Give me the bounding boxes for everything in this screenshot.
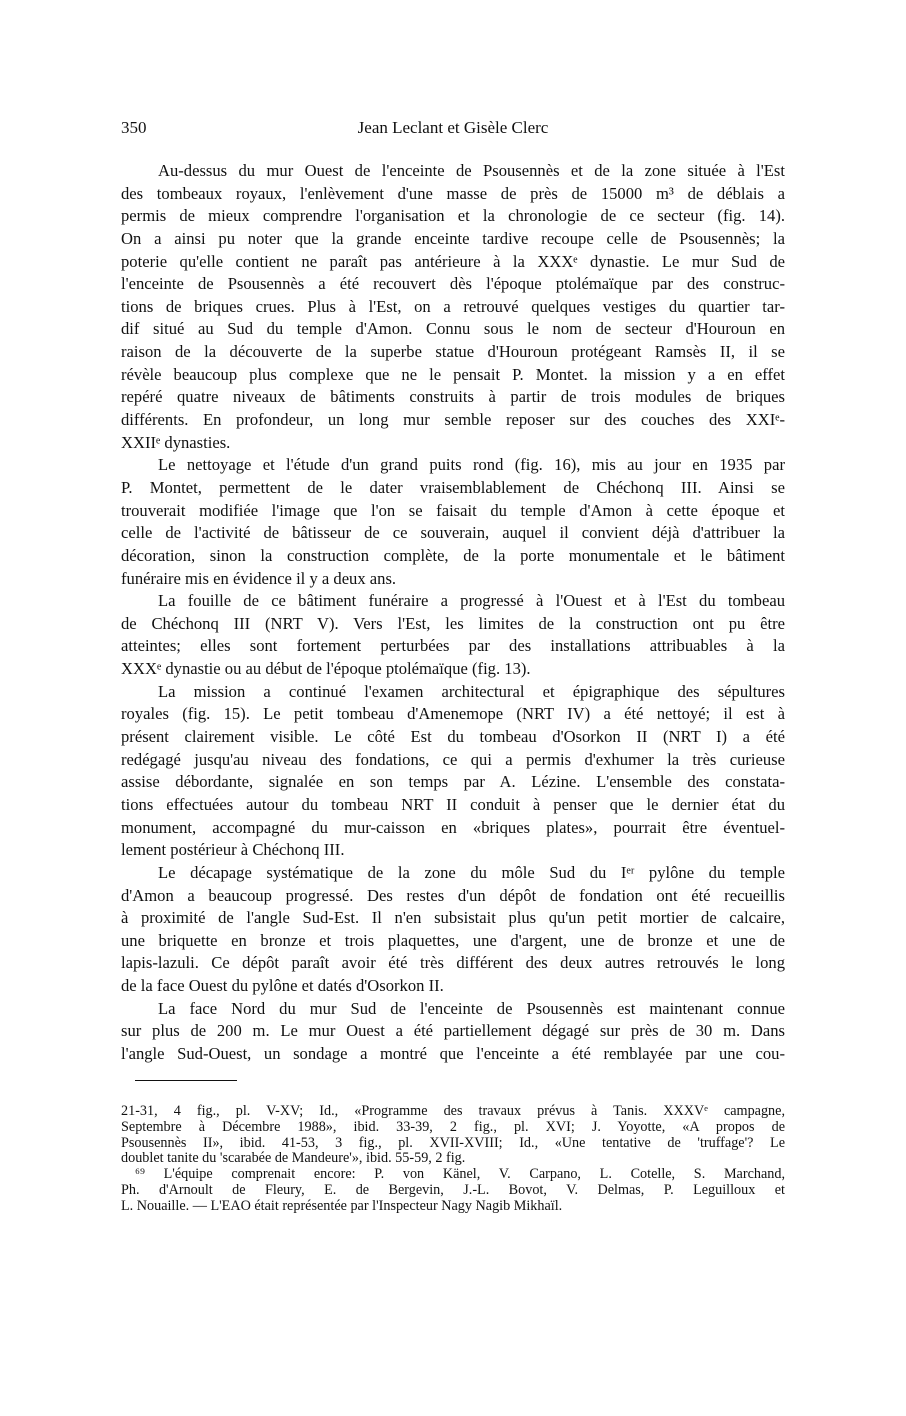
- text-line: Au-dessus du mur Ouest de l'enceinte de Psousennès et de la zone située à l'Est: [158, 161, 785, 180]
- text-line: monument, accompagné du mur-caisson en «briques plates», pourrait être éventuel-: [121, 817, 785, 837]
- text-line: permis de mieux comprendre l'organisation et la chronologie de ce secteur (fig. 14).: [121, 206, 785, 226]
- text-line: différents. En profondeur, un long mur semble reposer sur des couches des XXIᵉ-: [121, 410, 785, 430]
- text-line: à proximité de l'angle Sud-Est. Il n'en subsistait plus qu'un petit mortier de calcaire,: [121, 908, 785, 928]
- text-line: une briquette en bronze et trois plaquettes, une d'argent, une de bronze et une de: [121, 930, 785, 950]
- text-line: royales (fig. 15). Le petit tombeau d'Amenemope (NRT IV) a été nettoyé; il est à: [121, 704, 785, 724]
- text-line: de la face Ouest du pylône et datés d'Osorkon II.: [121, 976, 444, 996]
- text-line: sur plus de 200 m. Le mur Ouest a été partiellement dégagé sur près de 30 m. Dans: [121, 1021, 785, 1041]
- text-line: l'enceinte de Psousennès a été recouvert dès l'époque ptolémaïque par des construc-: [121, 274, 785, 294]
- footnote-line: doublet tanite du 'scarabée de Mandeure'», ibid. 55-59, 2 fig.: [121, 1151, 466, 1167]
- text-line: des tombeaux royaux, l'enlèvement d'une masse de près de 15000 m³ de déblais a: [121, 183, 785, 203]
- text-line: assise débordante, signalée en son temps par A. Lézine. L'ensemble des constata-: [121, 772, 785, 792]
- text-line: raison de la découverte de la superbe statue d'Houroun protégeant Ramsès II, il se: [121, 342, 785, 362]
- text-line: funéraire mis en évidence il y a deux ans.: [121, 568, 397, 588]
- text-line: On a ainsi pu noter que la grande enceinte tardive recoupe celle de Psousennès; la: [121, 228, 785, 248]
- footnote-line: Septembre à Décembre 1988», ibid. 33-39, 2 fig., pl. XVI; J. Yoyotte, «A propos de: [121, 1119, 785, 1135]
- footnote-line: ⁶⁹ L'équipe comprenait encore: P. von Känel, V. Carpano, L. Cotelle, S. Marchand,: [135, 1167, 785, 1183]
- footnote-divider: [135, 1080, 237, 1081]
- text-line: poterie qu'elle contient ne paraît pas antérieure à la XXXᵉ dynastie. Le mur Sud de: [121, 251, 785, 271]
- text-line: celle de l'activité de bâtisseur de ce souverain, auquel il convient déjà d'attribuer la: [121, 523, 785, 543]
- page-number: 350: [121, 118, 147, 137]
- text-line: l'angle Sud-Ouest, un sondage a montré que l'enceinte a été remblayée par une cou-: [121, 1043, 785, 1063]
- text-line: de Chéchonq III (NRT V). Vers l'Est, les limites de la construction ont pu être: [121, 613, 785, 633]
- text-line: trouverait modifiée l'image que l'on se faisait du temple d'Amon à cette époque et: [121, 500, 785, 520]
- text-line: décoration, sinon la construction complète, de la porte monumentale et le bâtiment: [121, 545, 785, 565]
- text-line: redégagé jusqu'au niveau des fondations, ce qui a permis d'exhumer la très curieuse: [121, 749, 785, 769]
- footnote-line: 21-31, 4 fig., pl. V-XV; Id., «Programme des travaux prévus à Tanis. XXXVᵉ campagne,: [121, 1104, 785, 1119]
- text-line: révèle beaucoup plus complexe que ne le pensait P. Montet. la mission y a en effet: [121, 364, 785, 384]
- text-line: d'Amon a beaucoup progressé. Des restes d'un dépôt de fondation ont été recueillis: [121, 885, 785, 905]
- text-line: dif situé au Sud du temple d'Amon. Connu sous le nom de secteur d'Houroun en: [121, 319, 785, 339]
- text-line: lapis-lazuli. Ce dépôt paraît avoir été très différent des deux autres retrouvés le long: [121, 953, 785, 973]
- text-line: lement postérieur à Chéchonq III.: [121, 840, 345, 860]
- text-line: La mission a continué l'examen architectural et épigraphique des sépultures: [158, 681, 785, 701]
- text-line: repéré quatre niveaux de bâtiments construits à partir de trois modules de briques: [121, 387, 785, 407]
- running-head: Jean Leclant et Gisèle Clerc: [357, 118, 549, 137]
- footnotes: [121, 1104, 785, 1215]
- text-line: tions de briques crues. Plus à l'Est, on a retrouvé quelques vestiges du quartier tar-: [121, 296, 785, 316]
- body-text: [121, 160, 785, 1066]
- text-line: présent clairement visible. Le côté Est du tombeau d'Osorkon II (NRT I) a été: [121, 727, 785, 747]
- text-line: tions effectuées autour du tombeau NRT II conduit à penser que le dernier état du: [121, 794, 785, 814]
- footnote-line: L. Nouaille. — L'EAO était représentée par l'Inspecteur Nagy Nagib Mikhaïl.: [121, 1198, 563, 1214]
- text-line: Le décapage systématique de la zone du môle Sud du Iᵉʳ pylône du temple: [158, 862, 785, 882]
- text-line: La face Nord du mur Sud de l'enceinte de Psousennès est maintenant connue: [158, 998, 785, 1018]
- footnote-line: Ph. d'Arnoult de Fleury, E. de Bergevin, J.-L. Bovot, V. Delmas, P. Leguilloux et: [121, 1182, 785, 1198]
- footnote-line: Psousennès II», ibid. 41-53, 3 fig., pl. XVII-XVIII; Id., «Une tentative de 'truffage'? Le: [121, 1135, 785, 1151]
- text-line: XXIIᵉ dynasties.: [121, 432, 231, 452]
- text-line: XXXᵉ dynastie ou au début de l'époque ptolémaïque (fig. 13).: [121, 659, 531, 679]
- text-line: La fouille de ce bâtiment funéraire a progressé à l'Ouest et à l'Est du tombeau: [158, 591, 785, 611]
- text-line: P. Montet, permettent de le dater vraisemblablement de Chéchonq III. Ainsi se: [121, 477, 785, 497]
- text-line: atteintes; elles sont fortement perturbées par des installations attribuables à la: [121, 636, 785, 656]
- page-header: [121, 118, 785, 142]
- text-line: Le nettoyage et l'étude d'un grand puits rond (fig. 16), mis au jour en 1935 par: [158, 455, 785, 475]
